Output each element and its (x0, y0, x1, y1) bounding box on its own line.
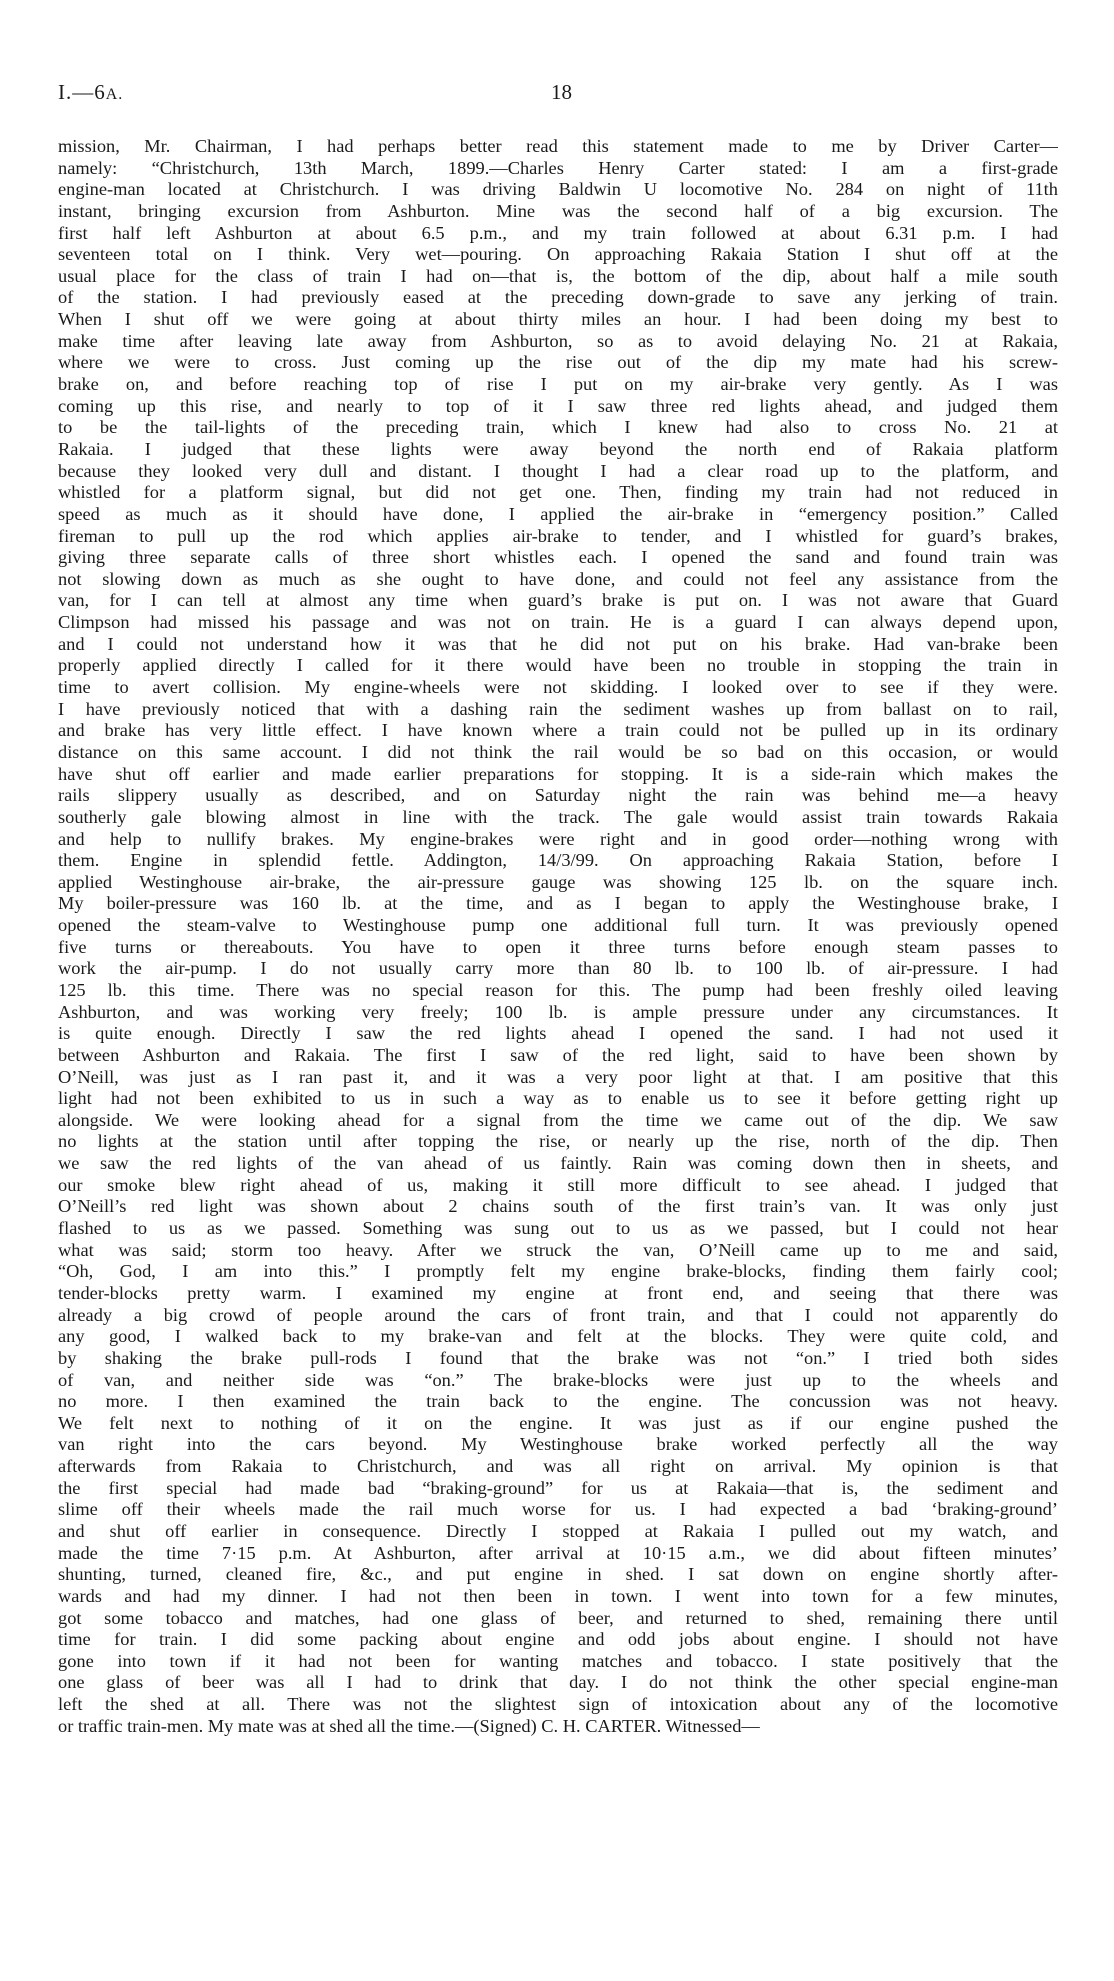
text-line: Climpson had missed his passage and was not on train. He is a guard I can always depend upon, (58, 612, 1058, 633)
text-line: because they looked very dull and distant. I thought I had a clear road up to the platform, and (58, 460, 1058, 481)
text-line: alongside. We were looking ahead for a signal from the time we came out of the dip. We saw (58, 1109, 1058, 1130)
text-line: make time after leaving late away from Ashburton, so as to avoid delaying No. 21 at Rakaia, (58, 330, 1058, 351)
text-line: O’Neill, was just as I ran past it, and it was a very poor light at that. I am positive that this (58, 1066, 1058, 1087)
text-line: distance on this same account. I did not think the rail would be so bad on this occasion, or would (58, 741, 1058, 762)
text-line: and help to nullify brakes. My engine-brakes were right and in good order—nothing wrong with (58, 828, 1058, 849)
text-line: made the time 7·15 p.m. At Ashburton, after arrival at 10·15 a.m., we did about fifteen minutes’ (58, 1542, 1058, 1563)
text-line: engine-man located at Christchurch. I was driving Baldwin U locomotive No. 284 on night of 11th (58, 179, 1058, 200)
text-line: is quite enough. Directly I saw the red lights ahead I opened the sand. I had not used it (58, 1023, 1058, 1044)
text-line: time for train. I did some packing about engine and odd jobs about engine. I should not have (58, 1629, 1058, 1650)
text-line: My boiler-pressure was 160 lb. at the time, and as I began to apply the Westinghouse brake, I (58, 893, 1058, 914)
text-line: or traffic train-men. My mate was at shed all the time.—(Signed) C. H. CARTER. Witnessed— (58, 1715, 760, 1736)
text-line: whistled for a platform signal, but did not get one. Then, finding my train had not reduced in (58, 482, 1058, 503)
text-line: afterwards from Rakaia to Christchurch, and was all right on arrival. My opinion is that (58, 1456, 1058, 1477)
text-line: any good, I walked back to my brake-van and felt at the blocks. They were quite cold, and (58, 1326, 1058, 1347)
text-line: southerly gale blowing almost in line with the track. The gale would assist train towards Rakaia (58, 806, 1058, 827)
text-line: wards and had my dinner. I had not then been in town. I went into town for a few minutes, (58, 1585, 1058, 1606)
text-line: to be the tail-lights of the preceding train, which I knew had also to cross No. 21 at (58, 417, 1058, 438)
text-line: applied Westinghouse air-brake, the air-pressure gauge was showing 125 lb. on the square inch. (58, 871, 1058, 892)
text-line: no more. I then examined the train back to the engine. The concussion was not heavy. (58, 1391, 1058, 1412)
text-line: time to avert collision. My engine-wheels were not skidding. I looked over to see if they were. (58, 677, 1058, 698)
text-line: got some tobacco and matches, had one glass of beer, and returned to shed, remaining there until (58, 1607, 1058, 1628)
text-line: and I could not understand how it was that he did not put on his brake. Had van-brake been (58, 633, 1058, 654)
text-line: where we were to cross. Just coming up the rise out of the dip my mate had his screw- (58, 352, 1058, 373)
text-line: work the air-pump. I do not usually carry more than 80 lb. to 100 lb. of air-pressure. I had (58, 958, 1058, 979)
text-line: giving three separate calls of three short whistles each. I opened the sand and found train was (58, 547, 1058, 568)
text-line: slime off their wheels made the rail much worse for us. I had expected a bad ‘braking-ground’ (58, 1499, 1058, 1520)
text-line: I have previously noticed that with a dashing rain the sediment washes up from ballast on to rail, (58, 698, 1058, 719)
text-line: one glass of beer was all I had to drink that day. I do not think the other special engine-man (58, 1672, 1058, 1693)
text-line: already a big crowd of people around the cars of front train, and that I could not apparently do (58, 1304, 1058, 1325)
text-line: and shut off earlier in consequence. Directly I stopped at Rakaia I pulled out my watch, and (58, 1521, 1058, 1541)
text-line: namely: “Christchurch, 13th March, 1899.—Charles Henry Carter stated: I am a first-grade (58, 157, 1058, 178)
text-line: properly applied directly I called for it there would have been no trouble in stopping the train in (58, 655, 1058, 676)
text-line: instant, bringing excursion from Ashburton. Mine was the second half of a big excursion. The (58, 200, 1058, 221)
text-line: speed as much as it should have done, I applied the air-brake in “emergency position.” Called (58, 503, 1058, 524)
text-line: five turns or thereabouts. You have to open it three turns before enough steam passes to (58, 936, 1058, 957)
text-line: “Oh, God, I am into this.” I promptly felt my engine brake-blocks, finding them fairly cool; (58, 1261, 1058, 1282)
text-line: We felt next to nothing of it on the engine. It was just as if our engine pushed the (58, 1412, 1058, 1433)
text-line: shunting, turned, cleaned fire, &c., and put engine in shed. I sat down on engine shortly after- (58, 1564, 1058, 1585)
text-line: seventeen total on I think. Very wet—pouring. On approaching Rakaia Station I shut off at the (58, 244, 1058, 265)
text-line: When I shut off we were going at about thirty miles an hour. I had been doing my best to (58, 309, 1058, 330)
statement-text (58, 136, 1058, 1737)
text-line: not slowing down as much as she ought to have done, and could not feel any assistance from the (58, 568, 1058, 589)
parliamentary-paper-reference: I.—6A. (58, 80, 124, 104)
text-line: between Ashburton and Rakaia. The first I saw of the red light, said to have been shown by (58, 1044, 1058, 1065)
text-line: by shaking the brake pull-rods I found that the brake was not “on.” I tried both sides (58, 1347, 1058, 1368)
text-line: fireman to pull up the rod which applies air-brake to tender, and I whistled for guard’s brakes, (58, 525, 1058, 546)
text-line: our smoke blew right ahead of us, making it still more difficult to see ahead. I judged that (58, 1174, 1058, 1195)
text-line: the first special had made bad “braking-ground” for us at Rakaia—that is, the sediment and (58, 1477, 1058, 1498)
text-line: brake on, and before reaching top of rise I put on my air-brake very gently. As I was (58, 374, 1058, 395)
text-line: Rakaia. I judged that these lights were away beyond the north end of Rakaia platform (58, 438, 1058, 459)
text-line: light had not been exhibited to us in such a way as to enable us to see it before getting right up (58, 1088, 1058, 1109)
text-line: O’Neill’s red light was shown about 2 chains south of the first train’s van. It was only just (58, 1196, 1058, 1217)
text-line: have shut off earlier and made earlier preparations for stopping. It is a side-rain which makes the (58, 763, 1058, 784)
text-line: van, for I can tell at almost any time when guard’s brake is put on. I was not aware that Guard (58, 590, 1058, 611)
text-line: of the station. I had previously eased at the preceding down-grade to save any jerking of train. (58, 287, 1058, 308)
text-line: and brake has very little effect. I have known where a train could not be pulled up in its ordinary (58, 720, 1058, 741)
text-line: van right into the cars beyond. My Westinghouse brake worked perfectly all the way (58, 1434, 1058, 1455)
text-line: them. Engine in splendid fettle. Addington, 14/3/99. On approaching Rakaia Station, before I (58, 850, 1058, 871)
text-line: mission, Mr. Chairman, I had perhaps better read this statement made to me by Driver Carter— (58, 136, 1058, 156)
text-line: opened the steam-valve to Westinghouse pump one additional full turn. It was previously opened (58, 915, 1058, 936)
text-line: 125 lb. this time. There was no special reason for this. The pump had been freshly oiled leaving (58, 979, 1058, 1000)
text-line: coming up this rise, and nearly to top of it I saw three red lights ahead, and judged them (58, 395, 1058, 416)
text-line: of van, and neither side was “on.” The brake-blocks were just up to the wheels and (58, 1369, 1058, 1390)
text-line: rails slippery usually as described, and on Saturday night the rain was behind me—a heavy (58, 785, 1058, 806)
page-header (58, 80, 1058, 110)
text-line: no lights at the station until after topping the rise, or nearly up the rise, north of the dip. Then (58, 1131, 1058, 1152)
text-line: first half left Ashburton at about 6.5 p.m., and my train followed at about 6.31 p.m. I had (58, 222, 1058, 243)
text-line: what was said; storm too heavy. After we struck the van, O’Neill came up to me and said, (58, 1239, 1058, 1260)
text-line: gone into town if it had not been for wanting matches and tobacco. I state positively that the (58, 1650, 1058, 1671)
text-line: left the shed at all. There was not the slightest sign of intoxication about any of the locomotive (58, 1694, 1058, 1715)
text-line: usual place for the class of train I had on—that is, the bottom of the dip, about half a mile south (58, 265, 1058, 286)
text-line: we saw the red lights of the van ahead of us faintly. Rain was coming down then in sheets, and (58, 1153, 1058, 1174)
text-line: flashed to us as we passed. Something was sung out to us as we passed, but I could not hear (58, 1218, 1058, 1239)
text-line: Ashburton, and was working very freely; 100 lb. is ample pressure under any circumstances. It (58, 1001, 1058, 1022)
text-line: tender-blocks pretty warm. I examined my engine at front end, and seeing that there was (58, 1282, 1058, 1303)
page-number: 18 (551, 80, 572, 104)
